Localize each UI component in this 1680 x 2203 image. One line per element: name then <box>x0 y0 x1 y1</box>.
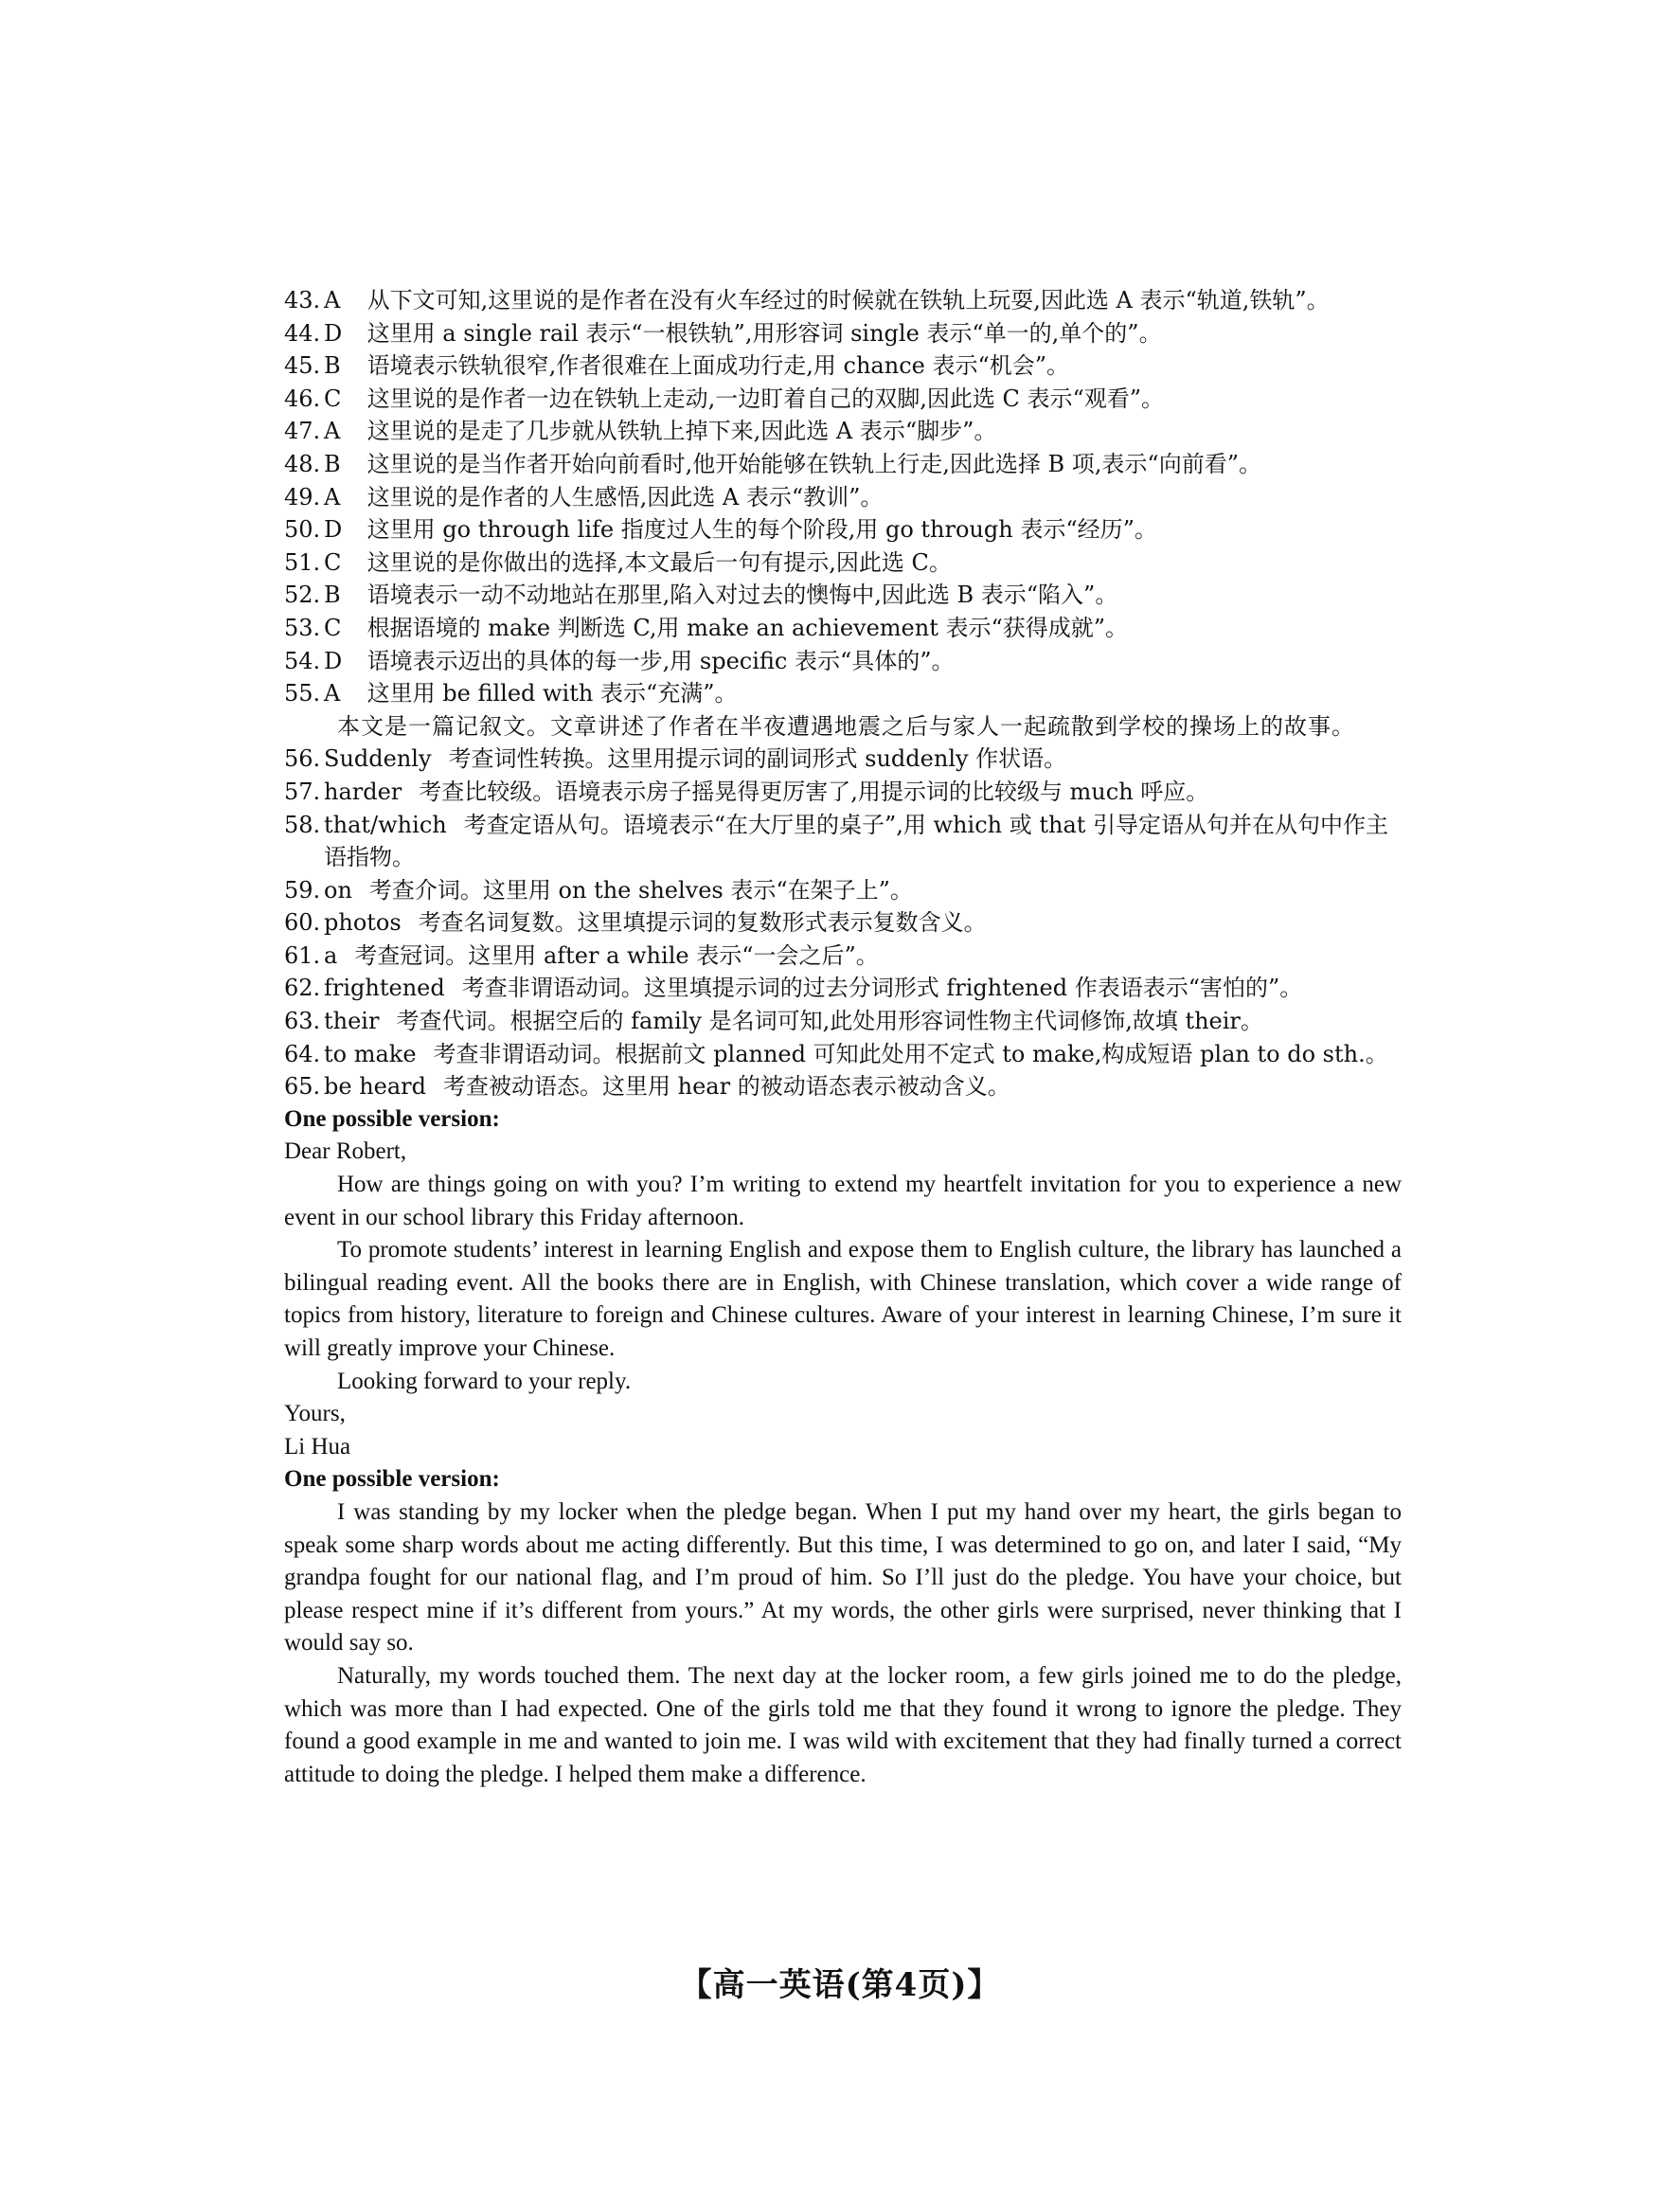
answer-item-54 <box>284 645 1402 678</box>
answer-number: 62. <box>284 975 321 1002</box>
cloze-answers <box>284 284 1402 710</box>
answer-explanation: 考查非谓语动词。这里填提示词的过去分词形式 frightened 作表语表示“害怕的”。 <box>461 975 1303 1002</box>
answer-item-62 <box>284 972 1402 1005</box>
answer-explanation: 这里用 go through life 指度过人生的每个阶段,用 go through 表示“经历”。 <box>366 516 1157 544</box>
answer-explanation: 从下文可知,这里说的是作者在没有火车经过的时候就在铁轨上玩耍,因此选 A 表示“轨道,铁轨”。 <box>366 287 1330 313</box>
answer-number: 55. <box>284 680 321 707</box>
answer-choice: C <box>324 548 342 576</box>
answer-item-44 <box>284 317 1402 350</box>
answer-explanation: 这里说的是你做出的选择,本文最后一句有提示,因此选 C。 <box>366 548 952 576</box>
letter-paragraph: Looking forward to your reply. <box>337 1368 632 1394</box>
answer-explanation: 语境表示铁轨很窄,作者很难在上面成功行走,用 chance 表示“机会”。 <box>366 352 1070 380</box>
answer-choice: D <box>324 319 343 347</box>
answer-number: 47. <box>284 418 321 445</box>
letter-paragraph: To promote students’ interest in learning English and expose them to English culture, the library has launched a bilingual reading event. All the books there are in English, with Chinese translation, which cover a wide range of topics from history, literature to foreign and Chinese cultures. Aware of your interest in learning Chinese, I’m sure it will greatly improve your Chinese. <box>284 1237 1402 1361</box>
answer-choice: A <box>324 483 341 510</box>
answer-choice: D <box>324 647 343 674</box>
answer-choice: B <box>324 582 341 609</box>
letter-sample <box>284 1103 1402 1464</box>
answer-word: a <box>324 941 338 969</box>
answer-explanation: 这里说的是作者一边在铁轨上走动,一边盯着自己的双脚,因此选 C 表示“观看”。 <box>366 385 1165 412</box>
answer-item-58 <box>284 809 1402 874</box>
letter-signature: Li Hua <box>284 1433 351 1460</box>
answer-word: that/which <box>324 811 447 838</box>
answer-explanation: 这里说的是走了几步就从铁轨上掉下来,因此选 A 表示“脚步”。 <box>366 418 997 445</box>
answer-number: 46. <box>284 385 321 412</box>
answer-item-46 <box>284 383 1402 416</box>
answer-number: 51. <box>284 548 321 576</box>
answer-item-52 <box>284 579 1402 612</box>
answer-explanation: 考查冠词。这里用 after a while 表示“一会之后”。 <box>354 941 879 969</box>
answer-explanation: 这里用 be filled with 表示“充满”。 <box>366 680 738 707</box>
passage-intro: 本文是一篇记叙文。文章讲述了作者在半夜遭遇地震之后与家人一起疏散到学校的操场上的故事。 <box>337 712 1355 740</box>
answer-item-64 <box>284 1038 1402 1071</box>
answer-number: 48. <box>284 450 321 477</box>
answer-item-47 <box>284 415 1402 448</box>
letter-paragraph: How are things going on with you? I’m writing to extend my heartfelt invitation for you to experience a new event in our school library this Friday afternoon. <box>284 1172 1402 1230</box>
answer-explanation: 考查定语从句。语境表示“在大厅里的桌子”,用 which 或 that 引导定语从句并在从句中作主语指物。 <box>324 811 1389 871</box>
answer-item-45 <box>284 349 1402 383</box>
answer-word: on <box>324 876 352 904</box>
answer-explanation: 考查词性转换。这里用提示词的副词形式 suddenly 作状语。 <box>448 745 1067 773</box>
story-sample <box>284 1463 1402 1791</box>
answer-explanation: 考查被动语态。这里用 hear 的被动语态表示被动含义。 <box>443 1073 1010 1101</box>
answer-number: 61. <box>284 941 321 969</box>
answer-choice: A <box>324 418 341 445</box>
answer-item-49 <box>284 481 1402 514</box>
answer-choice: C <box>324 385 342 412</box>
answer-number: 45. <box>284 352 321 380</box>
answer-item-48 <box>284 448 1402 481</box>
answer-word: frightened <box>324 975 445 1002</box>
answer-word: Suddenly <box>324 745 432 773</box>
answer-explanation: 这里用 a single rail 表示“一根铁轨”,用形容词 single 表示“单一的,单个的”。 <box>366 319 1162 347</box>
answer-number: 49. <box>284 483 321 510</box>
answer-item-63 <box>284 1005 1402 1038</box>
answer-item-43 <box>284 284 1402 317</box>
answer-word: be heard <box>324 1073 426 1101</box>
answer-choice: D <box>324 516 343 544</box>
answer-number: 53. <box>284 614 321 641</box>
answer-explanation: 考查非谓语动词。根据前文 planned 可知此处用不定式 to make,构成短语 plan to do sth.。 <box>433 1040 1388 1067</box>
answer-number: 50. <box>284 516 321 544</box>
story-paragraph: Naturally, my words touched them. The next day at the locker room, a few girls joined me to do the pledge, which was more than I had expected. One of the girls told me that they found it wrong to ignore the pledge. They found a good example in me and wanted to join me. I was wild with excitement that they had finally turned a correct attitude to doing the pledge. I helped them make a difference. <box>284 1662 1402 1787</box>
answer-number: 63. <box>284 1008 321 1035</box>
answer-item-57 <box>284 776 1402 809</box>
answer-explanation: 语境表示迈出的具体的每一步,用 specific 表示“具体的”。 <box>366 647 955 674</box>
answer-explanation: 根据语境的 make 判断选 C,用 make an achievement 表示“获得成就”。 <box>366 614 1129 641</box>
grammar-fill-answers <box>284 743 1402 1103</box>
answer-number: 57. <box>284 778 321 805</box>
answer-choice: B <box>324 450 341 477</box>
answer-word: their <box>324 1008 380 1035</box>
answer-item-55 <box>284 677 1402 710</box>
page-footer: 【高一英语(第4页)】 <box>679 1966 1001 2004</box>
letter-closing: Yours, <box>284 1401 346 1427</box>
answer-number: 59. <box>284 876 321 904</box>
answer-choice: A <box>324 680 341 707</box>
answer-explanation: 考查比较级。语境表示房子摇晃得更厉害了,用提示词的比较级与 much 呼应。 <box>419 778 1209 805</box>
answer-choice: A <box>324 287 341 313</box>
answer-word: photos <box>324 909 402 937</box>
answer-item-59 <box>284 874 1402 907</box>
answer-number: 58. <box>284 811 321 838</box>
answer-key-page <box>284 284 1402 1791</box>
answer-explanation: 这里说的是作者的人生感悟,因此选 A 表示“教训”。 <box>366 483 884 510</box>
answer-word: to make <box>324 1040 417 1067</box>
answer-item-56 <box>284 743 1402 776</box>
answer-number: 60. <box>284 909 321 937</box>
story-paragraph: I was standing by my locker when the pledge began. When I put my hand over my heart, the girls began to speak some sharp words about me acting differently. But this time, I was determined to go on, and later I said, “My grandpa fought for our national flag, and I’m proud of him. So I’ll just do the pledge. You have your choice, but please respect mine if it’s different from yours.” At my words, the other girls were surprised, never thinking that I would say so. <box>284 1498 1402 1657</box>
letter-salutation: Dear Robert, <box>284 1138 407 1165</box>
answer-number: 56. <box>284 745 321 773</box>
answer-item-51 <box>284 546 1402 580</box>
answer-number: 54. <box>284 647 321 674</box>
story-heading: One possible version: <box>284 1466 500 1493</box>
answer-number: 65. <box>284 1073 321 1101</box>
answer-choice: B <box>324 352 341 380</box>
answer-explanation: 这里说的是当作者开始向前看时,他开始能够在铁轨上行走,因此选择 B 项,表示“向前看”。 <box>366 450 1261 477</box>
answer-number: 43. <box>284 287 321 313</box>
answer-number: 52. <box>284 582 321 609</box>
letter-heading: One possible version: <box>284 1105 500 1132</box>
answer-choice: C <box>324 614 342 641</box>
answer-explanation: 考查代词。根据空后的 family 是名词可知,此处用形容词性物主代词修饰,故填 their。 <box>396 1008 1263 1035</box>
answer-explanation: 考查名词复数。这里填提示词的复数形式表示复数含义。 <box>418 909 987 937</box>
answer-item-65 <box>284 1070 1402 1103</box>
answer-word: harder <box>324 778 402 805</box>
answer-number: 64. <box>284 1040 321 1067</box>
answer-explanation: 考查介词。这里用 on the shelves 表示“在架子上”。 <box>368 876 913 904</box>
answer-item-50 <box>284 513 1402 546</box>
answer-item-61 <box>284 940 1402 973</box>
answer-item-53 <box>284 612 1402 645</box>
answer-item-60 <box>284 906 1402 940</box>
answer-number: 44. <box>284 319 321 347</box>
answer-explanation: 语境表示一动不动地站在那里,陷入对过去的懊悔中,因此选 B 表示“陷入”。 <box>366 582 1118 609</box>
